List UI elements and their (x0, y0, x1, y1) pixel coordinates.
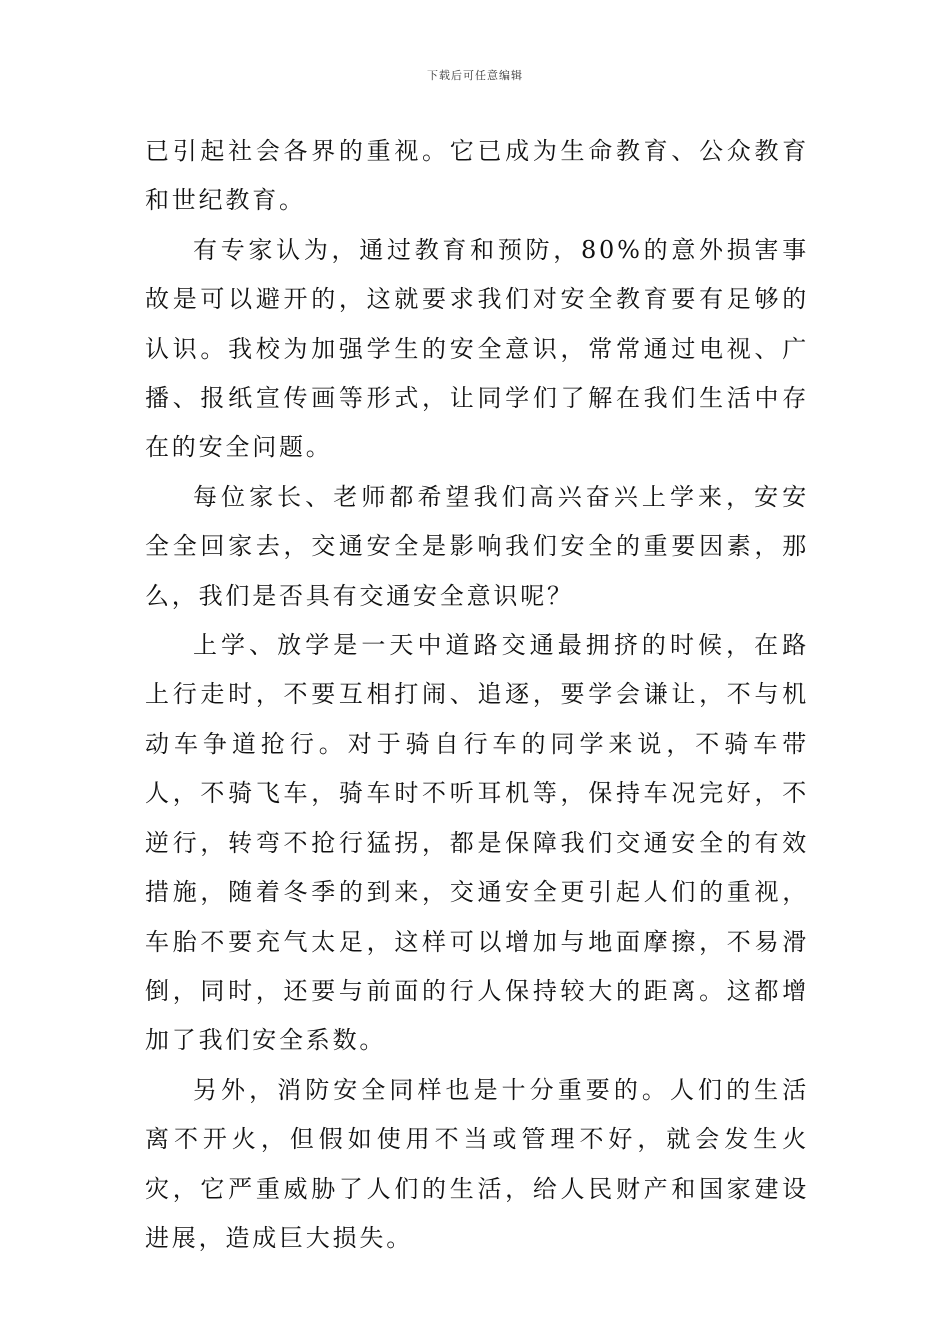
document-body (145, 127, 809, 1263)
paragraph: 上学、放学是一天中道路交通最拥挤的时候，在路上行走时，不要互相打闹、追逐，要学会谦让，不与机动车争道抢行。对于骑自行车的同学来说，不骑车带人，不骑飞车，骑车时不听耳机等，保持车况完好，不逆行，转弯不抢行猛拐，都是保障我们交通安全的有效措施，随着冬季的到来，交通安全更引起人们的重视，车胎不要充气太足，这样可以增加与地面摩擦，不易滑倒，同时，还要与前面的行人保持较大的距离。这都增加了我们安全系数。 (145, 631, 809, 1055)
paragraph: 有专家认为，通过教育和预防，80%的意外损害事故是可以避开的，这就要求我们对安全教育要有足够的认识。我校为加强学生的安全意识，常常通过电视、广播、报纸宣传画等形式，让同学们了解在我们生活中存在的安全问题。 (145, 235, 809, 462)
header-note: 下载后可任意编辑 (427, 69, 523, 82)
paragraph: 每位家长、老师都希望我们高兴奋兴上学来，安安全全回家去，交通安全是影响我们安全的重要因素，那么，我们是否具有交通安全意识呢？ (145, 482, 809, 610)
paragraph-continued: 已引起社会各界的重视。它已成为生命教育、公众教育和世纪教育。 (145, 137, 809, 215)
paragraph: 另外，消防安全同样也是十分重要的。人们的生活离不开火，但假如使用不当或管理不好，就会发生火灾，它严重威胁了人们的生活，给人民财产和国家建设进展，造成巨大损失。 (145, 1075, 809, 1252)
